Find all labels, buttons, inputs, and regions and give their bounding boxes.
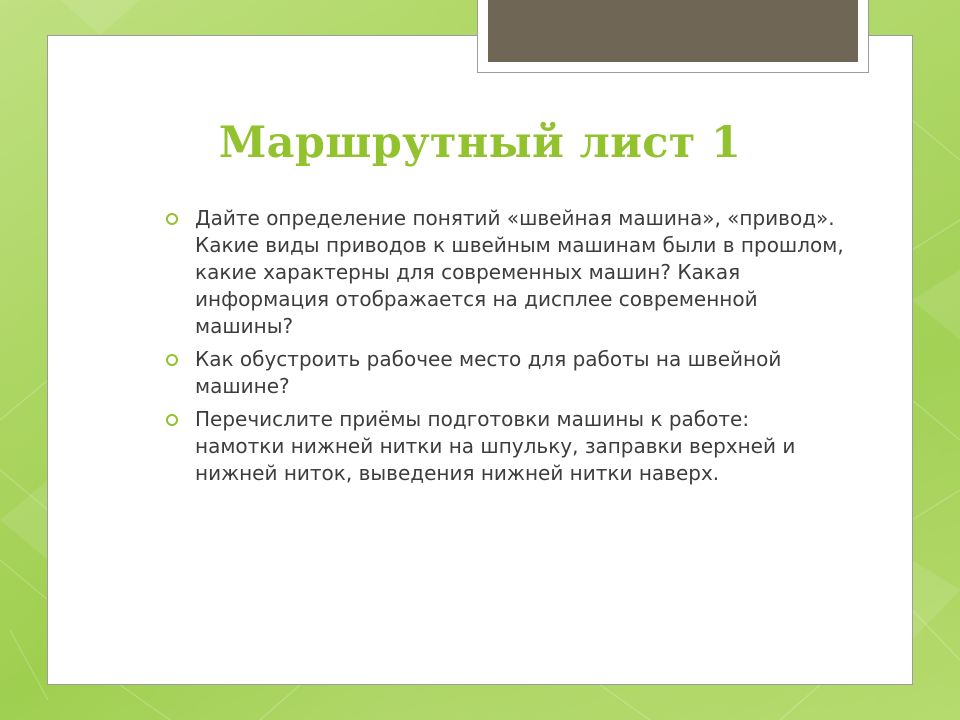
- slide-title: Маршрутный лист 1: [218, 118, 742, 168]
- list-item: [164, 205, 844, 340]
- list-item-text: Как обустроить рабочее место для работы на швейной машине?: [195, 347, 782, 398]
- list-item-text: Перечислите приёмы подготовки машины к работе: намотки нижней нитки на шпульку, заправки верхней и нижней ниток, выведения нижней нитки наверх.: [195, 407, 796, 485]
- list-item: [164, 406, 844, 487]
- header-plate: [477, 0, 869, 73]
- bullet-list: [164, 205, 844, 493]
- list-item: [164, 346, 844, 400]
- circle-bullet-icon: [166, 354, 178, 366]
- circle-bullet-icon: [166, 414, 178, 426]
- circle-bullet-icon: [166, 213, 178, 225]
- header-plate-fill: [488, 0, 858, 62]
- list-item-text: Дайте определение понятий «швейная машина», «привод». Какие виды приводов к швейным машинам были в прошлом, какие характерны для современных машин? Какая информация отображается на дисплее современной машины?: [195, 206, 844, 338]
